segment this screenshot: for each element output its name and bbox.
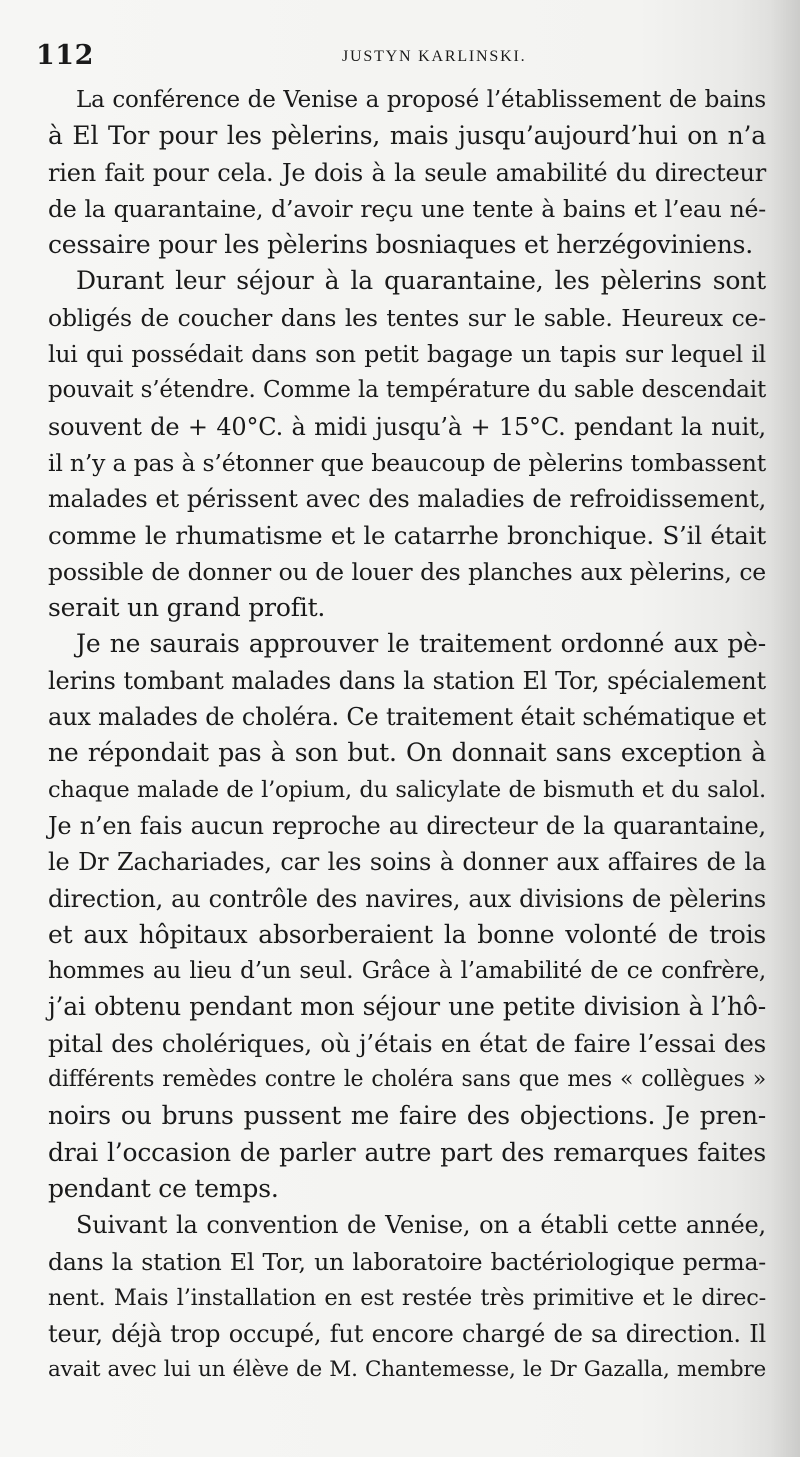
- text-line: avait avec lui un élève de M. Chantemesse, le Dr Gazalla, membre: [48, 1357, 766, 1383]
- text-line: chaque malade de l’opium, du salicylate de bismuth et du salol.: [48, 776, 766, 803]
- text-line: serait un grand profit.: [48, 593, 326, 623]
- text-line: comme le rhumatisme et le catarrhe bronchique. S’il était: [48, 520, 766, 550]
- text-line: nent. Mais l’installation en est restée très primitive et le direc-: [48, 1284, 766, 1311]
- text-line: drai l’occasion de parler autre part des remarques faites: [48, 1137, 766, 1167]
- text-line: obligés de coucher dans les tentes sur le sable. Heureux ce-: [48, 303, 766, 332]
- text-line: teur, déjà trop occupé, fut encore chargé de sa direction. Il: [48, 1320, 766, 1349]
- text-line: il n’y a pas à s’étonner que beaucoup de pèlerins tombassent: [48, 448, 766, 477]
- text-line: Je n’en fais aucun reproche au directeur de la quarantaine,: [48, 811, 766, 840]
- text-line: pouvait s’étendre. Comme la température du sable descendait: [48, 377, 766, 404]
- text-line: à El Tor pour les pèlerins, mais jusqu’aujourd’hui on n’a: [48, 121, 766, 151]
- text-line: La conférence de Venise a proposé l’établissement de bains: [76, 87, 766, 113]
- text-line: aux malades de choléra. Ce traitement était schématique et: [48, 703, 766, 732]
- text-line: Durant leur séjour à la quarantaine, les pèlerins sont: [76, 266, 766, 296]
- text-line: de la quarantaine, d’avoir reçu une tente à bains et l’eau né-: [48, 194, 766, 223]
- text-line: ne répondait pas à son but. On donnait sans exception à: [48, 738, 766, 768]
- text-line: possible de donner ou de louer des planches aux pèlerins, ce: [48, 557, 766, 586]
- running-head: JUSTYN KARLINSKI.: [342, 48, 527, 65]
- text-line: hommes au lieu d’un seul. Grâce à l’amabilité de ce confrère,: [48, 958, 766, 985]
- text-line: noirs ou bruns pussent me faire des objections. Je pren-: [48, 1101, 766, 1131]
- text-line: Je ne saurais approuver le traitement ordonné aux pè-: [76, 629, 766, 659]
- text-line: souvent de + 40°C. à midi jusqu’à + 15°C. pendant la nuit,: [48, 412, 766, 441]
- page-header: [36, 40, 766, 74]
- text-line: malades et périssent avec des maladies de refroidissement,: [48, 485, 766, 514]
- text-line: rien fait pour cela. Je dois à la seule amabilité du directeur: [48, 158, 766, 187]
- body-text: [48, 82, 766, 1389]
- page-number: 112: [36, 40, 94, 71]
- text-line: dans la station El Tor, un laboratoire bactériologique perma-: [48, 1247, 766, 1276]
- text-line: direction, au contrôle des navires, aux divisions de pèlerins: [48, 884, 766, 913]
- page-gutter-shadow: [770, 0, 800, 1457]
- text-line: Suivant la convention de Venise, on a établi cette année,: [76, 1211, 766, 1240]
- text-line: pital des cholériques, où j’étais en état de faire l’essai des: [48, 1028, 766, 1058]
- text-line: lerins tombant malades dans la station El Tor, spécialement: [48, 666, 766, 695]
- text-line: j’ai obtenu pendant mon séjour une petite division à l’hô-: [48, 992, 766, 1022]
- text-line: le Dr Zachariades, car les soins à donner aux affaires de la: [48, 848, 766, 877]
- text-line: lui qui possédait dans son petit bagage un tapis sur lequel il: [48, 340, 766, 369]
- text-line: et aux hôpitaux absorberaient la bonne volonté de trois: [48, 919, 766, 949]
- text-line: cessaire pour les pèlerins bosniaques et herzégoviniens.: [48, 230, 753, 260]
- text-line: différents remèdes contre le choléra sans que mes « collègues »: [48, 1067, 766, 1093]
- text-line: pendant ce temps.: [48, 1173, 279, 1203]
